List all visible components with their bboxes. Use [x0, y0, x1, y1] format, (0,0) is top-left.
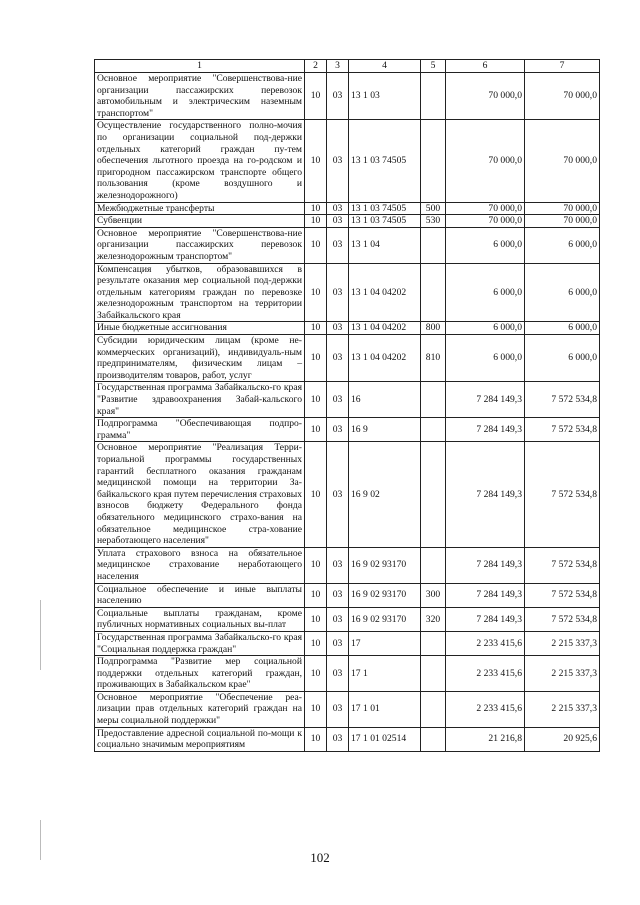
amount-year2-cell: 7 572 534,8: [525, 547, 600, 583]
expense-type-cell: [421, 442, 446, 547]
row-name-cell: Основное мероприятие "Обеспечение реа-лизации прав отдельных категорий граждан на меры социальной поддержки": [95, 691, 305, 727]
expense-type-cell: [421, 227, 446, 263]
amount-year1-cell: 6 000,0: [446, 322, 525, 335]
expense-type-cell: 810: [421, 335, 446, 382]
column-header: 3: [327, 60, 349, 73]
expense-type-cell: [421, 631, 446, 655]
column-header: 6: [446, 60, 525, 73]
amount-year1-cell: 2 233 415,6: [446, 691, 525, 727]
table-row: [95, 215, 600, 228]
expense-type-cell: [421, 547, 446, 583]
amount-year1-cell: 7 284 149,3: [446, 583, 525, 607]
target-article-cell: 16: [349, 382, 421, 418]
row-name-cell: Иные бюджетные ассигнования: [95, 322, 305, 335]
expense-type-cell: 800: [421, 322, 446, 335]
section-code-cell: 10: [305, 202, 327, 215]
target-article-cell: 16 9 02 93170: [349, 607, 421, 631]
amount-year2-cell: 7 572 534,8: [525, 418, 600, 442]
amount-year2-cell: 2 215 337,3: [525, 656, 600, 692]
target-article-cell: 13 1 04 04202: [349, 335, 421, 382]
target-article-cell: 16 9 02 93170: [349, 547, 421, 583]
section-code-cell: 10: [305, 418, 327, 442]
table-row: [95, 691, 600, 727]
target-article-cell: 17 1: [349, 656, 421, 692]
section-code-cell: 10: [305, 691, 327, 727]
column-header: 2: [305, 60, 327, 73]
target-article-cell: 13 1 04 04202: [349, 263, 421, 322]
target-article-cell: 17 1 01 02514: [349, 727, 421, 751]
section-code-cell: 10: [305, 631, 327, 655]
subsection-code-cell: 03: [327, 583, 349, 607]
subsection-code-cell: 03: [327, 607, 349, 631]
amount-year1-cell: 7 284 149,3: [446, 442, 525, 547]
table-row: [95, 442, 600, 547]
section-code-cell: 10: [305, 335, 327, 382]
target-article-cell: 13 1 03 74505: [349, 202, 421, 215]
subsection-code-cell: 03: [327, 202, 349, 215]
section-code-cell: 10: [305, 583, 327, 607]
target-article-cell: 17: [349, 631, 421, 655]
target-article-cell: 16 9: [349, 418, 421, 442]
target-article-cell: 16 9 02 93170: [349, 583, 421, 607]
target-article-cell: 13 1 03 74505: [349, 120, 421, 202]
amount-year1-cell: 7 284 149,3: [446, 607, 525, 631]
subsection-code-cell: 03: [327, 227, 349, 263]
row-name-cell: Субсидии юридическим лицам (кроме не-коммерческих организаций), индивидуаль-ным предпринимателям, физическим лицам – производителям товаров, работ, услуг: [95, 335, 305, 382]
section-code-cell: 10: [305, 322, 327, 335]
page-number: 102: [310, 850, 330, 865]
subsection-code-cell: 03: [327, 691, 349, 727]
table-body: [95, 73, 600, 752]
subsection-code-cell: 03: [327, 656, 349, 692]
amount-year1-cell: 70 000,0: [446, 215, 525, 228]
amount-year1-cell: 7 284 149,3: [446, 418, 525, 442]
table-row: [95, 227, 600, 263]
amount-year2-cell: 70 000,0: [525, 215, 600, 228]
scan-margin-line: [40, 600, 41, 670]
section-code-cell: 10: [305, 227, 327, 263]
table-row: [95, 418, 600, 442]
amount-year2-cell: 7 572 534,8: [525, 382, 600, 418]
expense-type-cell: [421, 418, 446, 442]
target-article-cell: 13 1 03: [349, 73, 421, 120]
amount-year1-cell: 7 284 149,3: [446, 547, 525, 583]
subsection-code-cell: 03: [327, 335, 349, 382]
column-header: 4: [349, 60, 421, 73]
section-code-cell: 10: [305, 547, 327, 583]
table-row: [95, 263, 600, 322]
table-row: [95, 547, 600, 583]
table-row: [95, 583, 600, 607]
row-name-cell: Подпрограмма "Развитие мер социальной поддержки отдельных категорий граждан, проживающих в Забайкальском крае": [95, 656, 305, 692]
budget-table: [94, 59, 600, 752]
amount-year1-cell: 2 233 415,6: [446, 656, 525, 692]
amount-year2-cell: 6 000,0: [525, 263, 600, 322]
subsection-code-cell: 03: [327, 120, 349, 202]
table-row: [95, 322, 600, 335]
expense-type-cell: 500: [421, 202, 446, 215]
table-row: [95, 73, 600, 120]
amount-year2-cell: 6 000,0: [525, 227, 600, 263]
amount-year2-cell: 20 925,6: [525, 727, 600, 751]
section-code-cell: 10: [305, 442, 327, 547]
amount-year1-cell: 70 000,0: [446, 120, 525, 202]
amount-year1-cell: 7 284 149,3: [446, 382, 525, 418]
row-name-cell: Социальное обеспечение и иные выплаты населению: [95, 583, 305, 607]
row-name-cell: Компенсация убытков, образовавшихся в результате оказания мер социальной под-держки отдельным категориям граждан по перевозке железнодорожным транспортом на территории Забайкальского края: [95, 263, 305, 322]
amount-year2-cell: 7 572 534,8: [525, 583, 600, 607]
table-row: [95, 607, 600, 631]
expense-type-cell: 530: [421, 215, 446, 228]
table-row: [95, 631, 600, 655]
target-article-cell: 16 9 02: [349, 442, 421, 547]
section-code-cell: 10: [305, 607, 327, 631]
expense-type-cell: [421, 691, 446, 727]
table-row: [95, 727, 600, 751]
expense-type-cell: [421, 382, 446, 418]
target-article-cell: 13 1 04 04202: [349, 322, 421, 335]
section-code-cell: 10: [305, 120, 327, 202]
amount-year1-cell: 2 233 415,6: [446, 631, 525, 655]
expense-type-cell: [421, 120, 446, 202]
expense-type-cell: 320: [421, 607, 446, 631]
amount-year1-cell: 6 000,0: [446, 227, 525, 263]
expense-type-cell: [421, 656, 446, 692]
target-article-cell: 17 1 01: [349, 691, 421, 727]
amount-year2-cell: 6 000,0: [525, 335, 600, 382]
table-row: [95, 120, 600, 202]
subsection-code-cell: 03: [327, 382, 349, 418]
subsection-code-cell: 03: [327, 631, 349, 655]
table-row: [95, 656, 600, 692]
amount-year1-cell: 70 000,0: [446, 73, 525, 120]
amount-year2-cell: 6 000,0: [525, 322, 600, 335]
table-row: [95, 335, 600, 382]
row-name-cell: Предоставление адресной социальной по-мощи к социально значимым мероприятиям: [95, 727, 305, 751]
amount-year2-cell: 70 000,0: [525, 202, 600, 215]
target-article-cell: 13 1 03 74505: [349, 215, 421, 228]
section-code-cell: 10: [305, 382, 327, 418]
subsection-code-cell: 03: [327, 215, 349, 228]
target-article-cell: 13 1 04: [349, 227, 421, 263]
row-name-cell: Подпрограмма "Обеспечивающая подпро-грамма": [95, 418, 305, 442]
amount-year2-cell: 70 000,0: [525, 120, 600, 202]
amount-year1-cell: 70 000,0: [446, 202, 525, 215]
row-name-cell: Уплата страхового взноса на обязательное медицинское страхование неработающего населения: [95, 547, 305, 583]
row-name-cell: Осуществление государственного полно-мочия по организации социальной под-держки отдельных категорий граждан пу-тем обеспечения льготного проезда на го-родском и пригородном пассажирском транспорте общего пользования (кроме воздушного и железнодорожного): [95, 120, 305, 202]
amount-year2-cell: 70 000,0: [525, 73, 600, 120]
row-name-cell: Субвенции: [95, 215, 305, 228]
section-code-cell: 10: [305, 727, 327, 751]
section-code-cell: 10: [305, 73, 327, 120]
subsection-code-cell: 03: [327, 73, 349, 120]
row-name-cell: Основное мероприятие "Реализация Терри-ториальной программы государственных гарантий бесплатного оказания гражданам медицинской помощи на территории За-байкальского края путем перечисления страховых взносов бюджету Федерального фонда обязательного медицинского страхо-вания на обязательное медицинское стра-хование неработающего населения": [95, 442, 305, 547]
subsection-code-cell: 03: [327, 727, 349, 751]
amount-year2-cell: 2 215 337,3: [525, 631, 600, 655]
subsection-code-cell: 03: [327, 442, 349, 547]
section-code-cell: 10: [305, 215, 327, 228]
subsection-code-cell: 03: [327, 322, 349, 335]
amount-year2-cell: 2 215 337,3: [525, 691, 600, 727]
subsection-code-cell: 03: [327, 547, 349, 583]
row-name-cell: Основное мероприятие "Совершенствова-ние организации пассажирских перевозок железнодорожным транспортом": [95, 227, 305, 263]
expense-type-cell: [421, 263, 446, 322]
expense-type-cell: [421, 727, 446, 751]
amount-year1-cell: 6 000,0: [446, 335, 525, 382]
row-name-cell: Государственная программа Забайкальско-го края "Развитие здравоохранения Забай-кальского края": [95, 382, 305, 418]
section-code-cell: 10: [305, 263, 327, 322]
row-name-cell: Межбюджетные трансферты: [95, 202, 305, 215]
row-name-cell: Государственная программа Забайкальско-го края "Социальная поддержка граждан": [95, 631, 305, 655]
column-header: 7: [525, 60, 600, 73]
row-name-cell: Основное мероприятие "Совершенствова-ние организации пассажирских перевозок автомобильным и электрическим наземным транспортом": [95, 73, 305, 120]
row-name-cell: Социальные выплаты гражданам, кроме публичных нормативных социальных вы-плат: [95, 607, 305, 631]
table-row: [95, 382, 600, 418]
expense-type-cell: 300: [421, 583, 446, 607]
column-header: 1: [95, 60, 305, 73]
section-code-cell: 10: [305, 656, 327, 692]
column-header: 5: [421, 60, 446, 73]
table-header: [95, 60, 600, 73]
header-row: [95, 60, 600, 73]
subsection-code-cell: 03: [327, 263, 349, 322]
subsection-code-cell: 03: [327, 418, 349, 442]
amount-year1-cell: 21 216,8: [446, 727, 525, 751]
expense-type-cell: [421, 73, 446, 120]
amount-year1-cell: 6 000,0: [446, 263, 525, 322]
amount-year2-cell: 7 572 534,8: [525, 442, 600, 547]
table-row: [95, 202, 600, 215]
amount-year2-cell: 7 572 534,8: [525, 607, 600, 631]
